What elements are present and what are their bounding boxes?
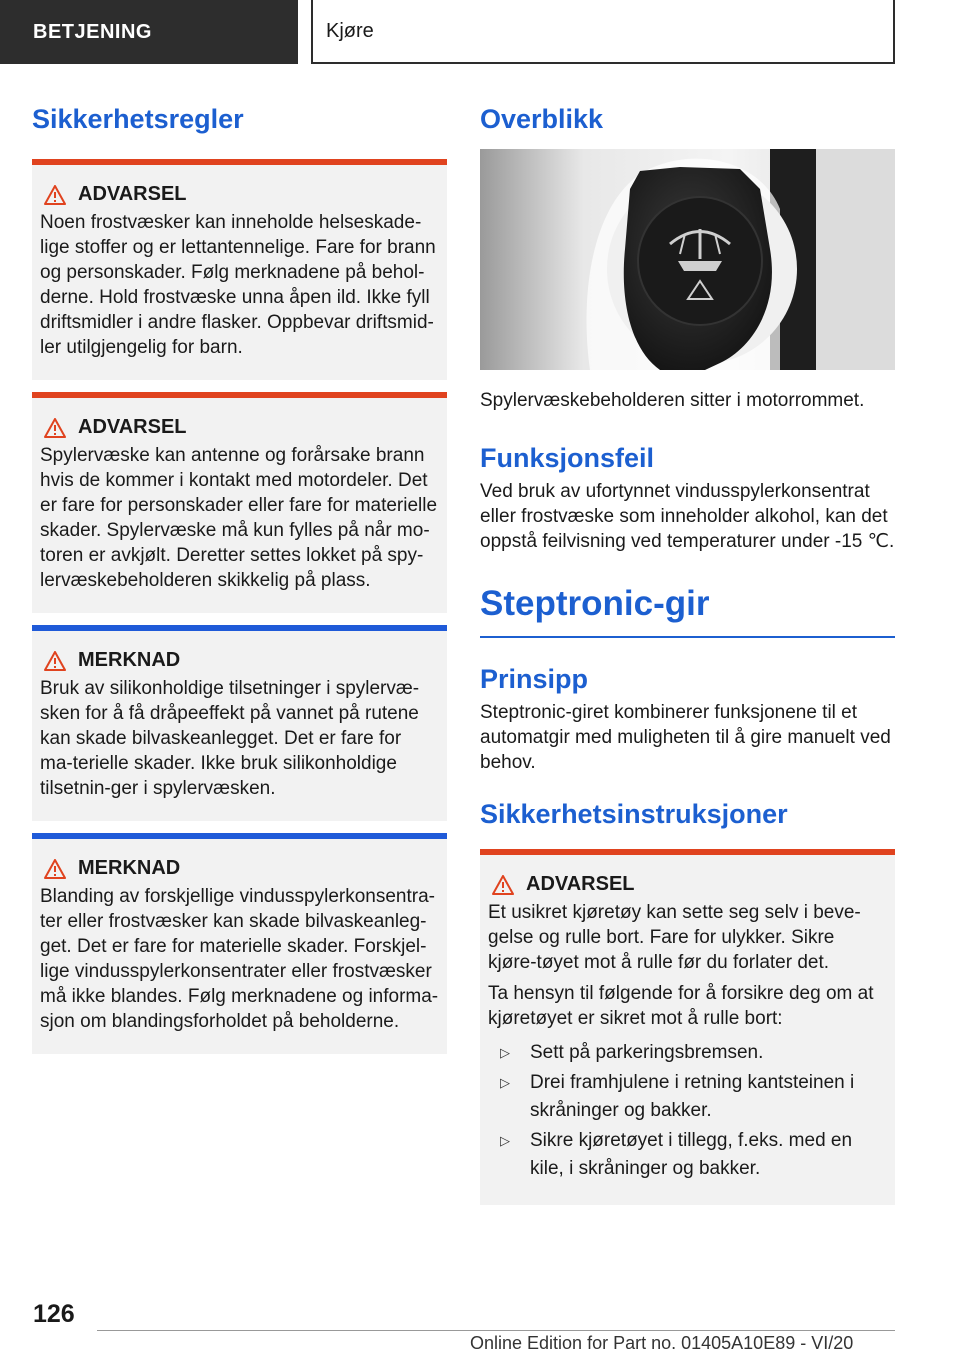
list-item (500, 1039, 887, 1067)
warning-box (480, 849, 895, 1205)
warning-box-title (40, 183, 439, 206)
list-item-text: Sett på parkeringsbremsen. (530, 1042, 764, 1063)
warning-triangle-icon (44, 185, 66, 205)
box-title-text: ADVARSEL (78, 416, 187, 438)
list-item (500, 1127, 887, 1183)
photo-caption: Spylervæskebeholderen sitter i motorrommet. (480, 390, 865, 411)
edition-note: Online Edition for Part no. 01405A10E89 - VI/20 (470, 1333, 854, 1353)
box-title-text: ADVARSEL (526, 873, 635, 895)
warning-triangle-icon (44, 651, 66, 671)
box-body-text: Blanding av forskjellige vindusspylerkonsentra-ter eller frostvæsker kan skade bilvaskeanleg-get. Det er fare for materielle skader. Forskjel-lige vindusspylerkonsentrater eller frostvæsker må ikke blandes. Følg merknadene og informa-sjon om blandingsforholdet på beholderne. (40, 886, 439, 1032)
chapter-title: Kjøre (326, 19, 374, 42)
section-tab (0, 0, 298, 64)
principle-heading: Prinsipp (480, 664, 589, 694)
triangle-bullet-icon: ▷ (500, 1045, 510, 1060)
warning-triangle-icon (492, 875, 514, 895)
steptronic-heading: Steptronic-gir (480, 584, 895, 638)
box-body-text: Et usikret kjøretøy kan sette seg selv i beve-gelse og rulle bort. Fare for ulykker. Sikre kjøre-tøyet mot å rulle før du forlater det. (488, 902, 861, 973)
note-box-title (40, 857, 439, 880)
box-body-text: Bruk av silikonholdige tilsetninger i spylervæ-sken for å få dråpeeffekt på vannet på rutene kan skade bilvaskeanlegget. Det er fare for ma-terielle skader. Ikke bruk silikonholdige tilsetnin-ger i spylervæsken. (40, 678, 420, 799)
list-item-text: Drei framhjulene i retning kantsteinen i skråninger og bakker. (530, 1072, 855, 1121)
warning-triangle-icon (44, 859, 66, 879)
note-box (32, 625, 447, 821)
malfunction-heading: Funksjonsfeil (480, 443, 655, 473)
warning-box-title (40, 416, 439, 439)
chapter-header (311, 0, 895, 64)
safety-instructions-heading: Sikkerhetsinstruksjoner (480, 799, 788, 829)
warning-box-title (488, 873, 887, 896)
safety-rules-heading: Sikkerhetsregler (32, 104, 244, 134)
box-title-text: MERKNAD (78, 649, 181, 671)
principle-text: Steptronic-giret kombinerer funksjonene til et automatgir med muligheten til å gire manuelt ved behov. (480, 702, 891, 773)
section-tab-label: BETJENING (33, 20, 152, 43)
note-box-title (40, 649, 439, 672)
footer-divider (97, 1330, 895, 1331)
left-column (32, 104, 447, 1054)
list-item (500, 1069, 887, 1125)
box-body-text: Spylervæske kan antenne og forårsake brann hvis de kommer i kontakt med motordeler. Det er fare for personskader eller fare for materielle skader. Spylervæske må kun fylles på når mo-toren er avkjølt. Deretter settes lokket på spy-lervæskebeholderen skikkelig på plass. (40, 445, 438, 591)
malfunction-text: Ved bruk av ufortynnet vindusspylerkonsentrat eller frostvæske som inneholder alkohol, kan det oppstå feilvisning ved temperaturer under -15 ℃. (480, 481, 895, 552)
washer-reservoir-photo (480, 149, 895, 370)
bullet-list (488, 1039, 887, 1183)
washer-cap-illustration (480, 149, 895, 370)
box-title-text: ADVARSEL (78, 183, 187, 205)
triangle-bullet-icon: ▷ (500, 1075, 510, 1090)
note-box (32, 833, 447, 1054)
warning-triangle-icon (44, 418, 66, 438)
right-column (480, 104, 895, 1205)
overview-heading: Overblikk (480, 104, 604, 134)
page-number: 126 (33, 1300, 75, 1328)
box-body-text: Noen frostvæsker kan inneholde helseskade-lige stoffer og er lettantennelige. Fare for brann og personskader. Følg merknadene på behol-derne. Hold frostvæske unna åpen ild. Ikke fyll driftsmidler i andre flasker. Oppbevar driftsmid-ler utilgjengelig for barn. (40, 212, 436, 358)
list-item-text: Sikre kjøretøyet i tillegg, f.eks. med en kile, i skråninger og bakker. (530, 1130, 853, 1179)
box-title-text: MERKNAD (78, 857, 181, 879)
warning-box (32, 159, 447, 380)
triangle-bullet-icon: ▷ (500, 1133, 510, 1148)
warning-box (32, 392, 447, 613)
box-body-text: Ta hensyn til følgende for å forsikre deg om at kjøretøyet er sikret mot å rulle bort: (488, 983, 874, 1029)
